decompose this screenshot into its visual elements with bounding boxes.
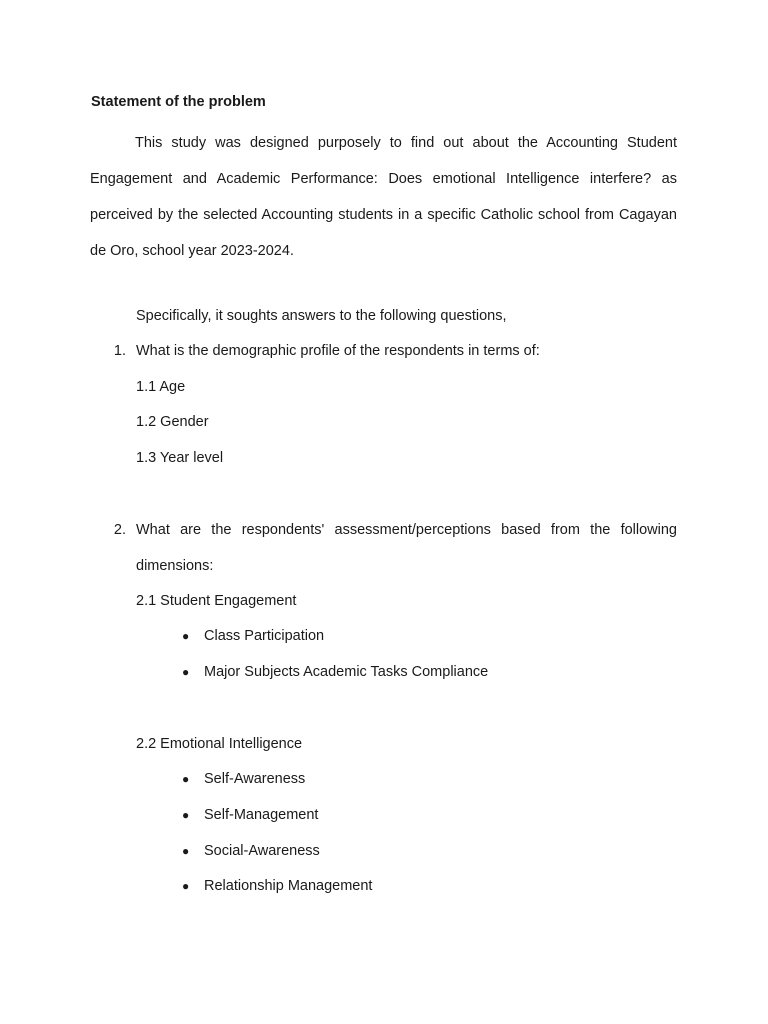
bullet-dot: ● xyxy=(182,844,190,858)
bullet-social-awareness: Social-Awareness xyxy=(204,843,320,859)
subitem-gender: 1.2 Gender xyxy=(136,414,209,430)
bullet-dot: ● xyxy=(182,772,190,786)
subitem-age: 1.1 Age xyxy=(136,379,186,395)
subitem-year-level: 1.3 Year level xyxy=(136,450,224,466)
bullet-class-participation: Class Participation xyxy=(204,628,325,644)
bullet-academic-tasks-compliance: Major Subjects Academic Tasks Compliance xyxy=(204,664,489,680)
bullet-dot: ● xyxy=(182,629,190,643)
bullet-dot: ● xyxy=(182,808,190,822)
section-emotional-intelligence: 2.2 Emotional Intelligence xyxy=(136,736,303,752)
question-2-text: What are the respondents' assessment/perceptions based from the following dimensions: xyxy=(136,522,677,574)
body-paragraph: This study was designed purposely to find out about the Accounting Student Engagement and Academic Performance: Does emotional Intelligence interfere? as perceived by the selected Accounting students in a specific Catholic school from Cagayan de Oro, school year 2023-2024. xyxy=(90,135,677,259)
question-1-text: What is the demographic profile of the respondents in terms of: xyxy=(136,343,540,359)
bullet-dot: ● xyxy=(182,879,190,893)
bullet-dot: ● xyxy=(182,665,190,679)
bullet-relationship-management: Relationship Management xyxy=(204,878,373,894)
bullet-self-management: Self-Management xyxy=(204,807,319,823)
section-heading: Statement of the problem xyxy=(91,94,266,110)
question-2-number: 2. xyxy=(113,522,126,538)
bullet-self-awareness: Self-Awareness xyxy=(204,771,306,787)
intro-sentence: Specifically, it soughts answers to the following questions, xyxy=(136,308,507,324)
question-1-number: 1. xyxy=(113,343,126,359)
section-student-engagement: 2.1 Student Engagement xyxy=(136,593,297,609)
